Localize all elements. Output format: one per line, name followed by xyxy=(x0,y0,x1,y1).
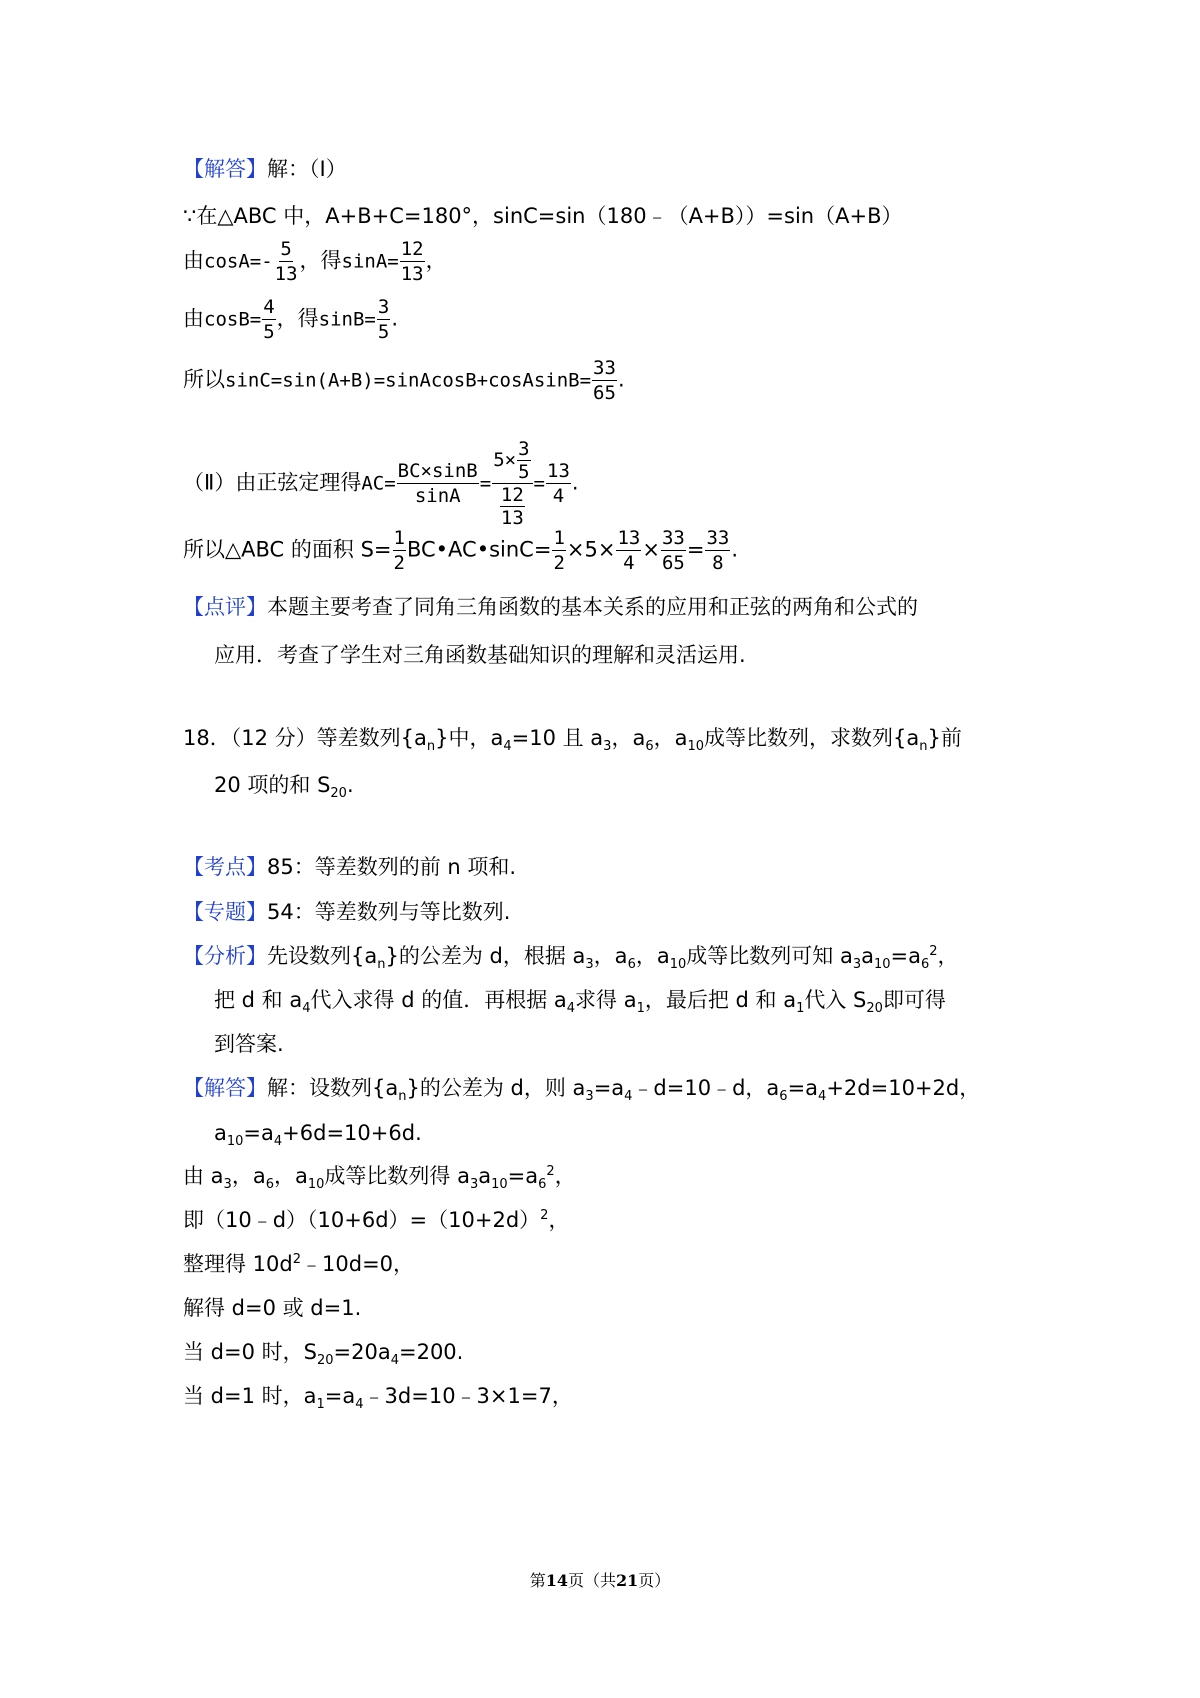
page-number: 14 xyxy=(545,1571,568,1590)
solution2-line-6: 解得 d=0 或 d=1. xyxy=(183,1296,362,1320)
review-line-2: 应用．考查了学生对三角函数基础知识的理解和灵活运用. xyxy=(214,643,746,667)
fraction: $\frac{3}{5}$ xyxy=(518,438,530,483)
solution2-line-1: 【解答】解：设数列$\{a_n\}$的公差为 d，则 $a_3=a_4﹣d=10﹣d$，$a_6=a_4+2d=10+2d$， xyxy=(183,1076,981,1105)
analysis-line-3: 到答案. xyxy=(214,1032,284,1056)
solution2-line-3: 由 $a_3$，$a_6$，$a_{10}$成等比数列得 $a_3a_{10}=a_6^2$， xyxy=(183,1164,576,1193)
fraction: $\frac{33}{8}$ xyxy=(706,527,730,574)
solution2-line-7: 当 d=0 时，$S_{20}=20a_4=200$. xyxy=(183,1340,464,1369)
page-footer: 第14页（共21页） xyxy=(529,1571,671,1590)
triangle-angle-line: ∵在△ABC 中，A+B+C=180°，sinC=sin（180﹣（A+B））=sin（A+B） xyxy=(183,204,903,228)
analysis-tag: 【分析】 xyxy=(183,944,267,968)
analysis-line-2: 把 d 和 $a_4$代入求得 d 的值．再根据 $a_4$求得 $a_1$，最后把 d 和 $a_1$代入 $S_{20}$即可得 xyxy=(214,988,946,1017)
zhuanti-tag: 【专题】 xyxy=(183,900,267,924)
kaodian-line: 【考点】85：等差数列的前 n 项和. xyxy=(183,855,517,879)
solution2-line-8: 当 d=1 时，$a_1=a_4﹣3d=10﹣3\times 1=7$， xyxy=(183,1384,573,1413)
fraction: $\frac{1}{2}$ xyxy=(393,527,405,574)
fraction: $\frac{3}{5}$ xyxy=(377,296,390,343)
question-18-line-2: 20 项的和 $S_{20}$. xyxy=(214,773,354,802)
fraction: $\frac{4}{5}$ xyxy=(263,296,275,343)
fraction: $\frac{13}{4}$ xyxy=(617,527,641,574)
fraction: $\frac{33}{65}$ xyxy=(593,357,616,404)
solution2-line-4: 即$(10﹣d)(10+6d)=(10+2d)^2$， xyxy=(183,1208,570,1232)
solution2-line-5: 整理得 $10d^2﹣10d=0$， xyxy=(183,1252,415,1276)
area-line: 所以△ABC 的面积 S= $\frac{1}{2}$ BC•AC•sinC= $\frac{1}{2}$ ×5× $\frac{13}{4}$ × $\frac{33}{65}$ = $\frac{33}{8}$ . xyxy=(183,527,739,574)
compound-fraction: 5× $\frac{3}{5}$ $\frac{12}{13}$ xyxy=(492,438,532,529)
question-18-line-1: 18．（12 分）等差数列$\{a_n\}$中，$a_4=10$ 且 $a_3$，$a_6$，$a_{10}$成等比数列，求数列$\{a_n\}$前 xyxy=(183,726,962,755)
sinC-line: 所以sinC=sin(A+B)=sinAcosB+cosAsinB= $\frac{33}{65}$ . xyxy=(183,357,625,404)
fraction: $\frac{12}{13}$ xyxy=(500,484,524,529)
cosB-line: 由cosB= $\frac{4}{5}$ ，得sinB= $\frac{3}{5}$ . xyxy=(183,296,398,343)
fraction: $\frac{BC\times\sin B}{\sin A}$ xyxy=(397,460,478,507)
fraction: $\frac{13}{4}$ xyxy=(547,460,570,507)
ac-line: （Ⅱ）由正弦定理得AC= $\frac{BC\times\sin B}{\sin A}$ = 5× $\frac{3}{5}$ $\frac{12}{13}$ = $\frac{13}{4}$ . xyxy=(183,438,579,529)
review-line-1: 【点评】本题主要考查了同角三角函数的基本关系的应用和正弦的两角和公式的 xyxy=(183,595,918,619)
zhuanti-line: 【专题】54：等差数列与等比数列. xyxy=(183,900,511,924)
review-tag: 【点评】 xyxy=(183,595,267,619)
fraction: $\frac{5}{13}$ xyxy=(274,238,298,285)
solution-tag: 【解答】 xyxy=(183,157,267,181)
kaodian-tag: 【考点】 xyxy=(183,855,267,879)
analysis-line-1: 【分析】先设数列$\{a_n\}$的公差为 d，根据 $a_3$，$a_6$，$a_{10}$成等比数列可知 $a_3a_{10}=a_6^2$， xyxy=(183,944,959,973)
cosA-line: 由cosA=- $\frac{5}{13}$ ，得sinA= $\frac{12}{13}$ ， xyxy=(183,238,447,285)
solution2-tag: 【解答】 xyxy=(183,1076,267,1100)
fraction: $\frac{12}{13}$ xyxy=(400,238,424,285)
fraction: $\frac{33}{65}$ xyxy=(661,527,685,574)
solution-intro: 解：（Ⅰ） xyxy=(267,157,347,181)
solution-header-line xyxy=(183,154,347,184)
page-total: 21 xyxy=(616,1571,639,1590)
solution2-line-2: $a_{10}=a_4+6d=10+6d$. xyxy=(214,1121,422,1150)
fraction: $\frac{1}{2}$ xyxy=(553,527,565,574)
